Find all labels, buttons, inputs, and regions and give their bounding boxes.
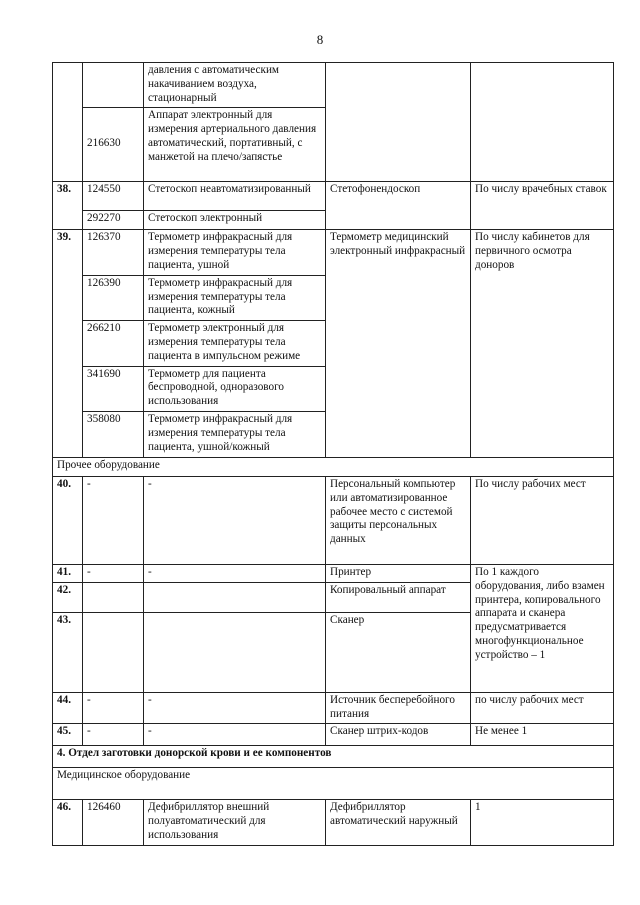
code-cell <box>83 582 144 612</box>
name-cell: Термометр инфракрасный для измерения температуры тела пациента, ушной/кожный <box>144 411 326 457</box>
quantity-cell: Не менее 1 <box>471 724 614 746</box>
table-row <box>53 564 614 582</box>
name-cell: Термометр инфракрасный для измерения температуры тела пациента, ушной <box>144 230 326 275</box>
code-cell: 124550 <box>83 182 144 211</box>
quantity-cell: По числу кабинетов для первичного осмотра доноров <box>471 230 614 458</box>
page-number: 8 <box>316 32 324 47</box>
name-cell: - <box>144 724 326 746</box>
name-cell <box>144 612 326 692</box>
row-number-cell: 42. <box>53 582 83 612</box>
type-cell <box>326 63 471 182</box>
quantity-cell: По числу рабочих мест <box>471 476 614 564</box>
name-cell: Термометр для пациента беспроводной, одноразового использования <box>144 366 326 411</box>
row-number-cell: 39. <box>53 230 83 458</box>
code-cell: 216630 <box>83 108 144 182</box>
quantity-cell: По 1 каждого оборудования, либо взамен принтера, копировального аппарата и сканера предусматривается многофункциональное устройство – 1 <box>471 564 614 692</box>
row-number-cell: 43. <box>53 612 83 692</box>
code-cell: 126390 <box>83 275 144 320</box>
name-cell <box>144 582 326 612</box>
code-cell: - <box>83 692 144 724</box>
type-cell: Сканер <box>326 612 471 692</box>
equipment-table <box>52 62 614 846</box>
type-cell: Персональный компьютер или автоматизированное рабочее место с системой защиты персональных данных <box>326 476 471 564</box>
type-cell: Дефибриллятор автоматический наружный <box>326 800 471 846</box>
code-cell <box>83 63 144 108</box>
table-row <box>53 457 614 476</box>
code-cell: - <box>83 564 144 582</box>
name-cell: Аппарат электронный для измерения артериального давления автоматический, портативный, с манжетой на плечо/запястье <box>144 108 326 182</box>
table-row <box>53 800 614 846</box>
code-cell: 126370 <box>83 230 144 275</box>
type-cell: Сканер штрих-кодов <box>326 724 471 746</box>
name-cell: - <box>144 476 326 564</box>
name-cell: - <box>144 692 326 724</box>
row-number-cell: 45. <box>53 724 83 746</box>
name-cell: Дефибриллятор внешний полуавтоматический для использования <box>144 800 326 846</box>
name-cell: Стетоскоп электронный <box>144 211 326 230</box>
row-number-cell: 38. <box>53 182 83 230</box>
name-cell: Термометр электронный для измерения температуры тела пациента в импульсном режиме <box>144 321 326 366</box>
type-cell: Источник бесперебойного питания <box>326 692 471 724</box>
table-row <box>53 230 614 275</box>
code-cell: 341690 <box>83 366 144 411</box>
table-row <box>53 476 614 564</box>
name-cell: Термометр инфракрасный для измерения температуры тела пациента, кожный <box>144 275 326 320</box>
type-cell: Стетофонендоскоп <box>326 182 471 230</box>
row-number-cell: 41. <box>53 564 83 582</box>
code-cell <box>83 612 144 692</box>
type-cell: Копировальный аппарат <box>326 582 471 612</box>
row-number-cell: 40. <box>53 476 83 564</box>
type-cell: Термометр медицинский электронный инфракрасный <box>326 230 471 458</box>
quantity-cell <box>471 63 614 182</box>
row-number-cell: 46. <box>53 800 83 846</box>
quantity-cell: по числу рабочих мест <box>471 692 614 724</box>
table-row <box>53 724 614 746</box>
quantity-cell: По числу врачебных ставок <box>471 182 614 230</box>
row-number-cell <box>53 63 83 182</box>
table-row <box>53 692 614 724</box>
section-heading: 4. Отдел заготовки донорской крови и ее компонентов <box>53 746 614 768</box>
name-cell: - <box>144 564 326 582</box>
code-cell: 292270 <box>83 211 144 230</box>
table-row <box>53 63 614 108</box>
code-cell: 358080 <box>83 411 144 457</box>
code-cell: - <box>83 476 144 564</box>
type-cell: Принтер <box>326 564 471 582</box>
table-row <box>53 746 614 768</box>
quantity-cell: 1 <box>471 800 614 846</box>
table-row <box>53 768 614 800</box>
code-cell: - <box>83 724 144 746</box>
name-cell: Стетоскоп неавтоматизированный <box>144 182 326 211</box>
table-row <box>53 182 614 211</box>
code-cell: 266210 <box>83 321 144 366</box>
subheading-medical-equipment: Медицинское оборудование <box>53 768 614 800</box>
row-number-cell: 44. <box>53 692 83 724</box>
subheading-other-equipment: Прочее оборудование <box>53 457 614 476</box>
name-cell: давления с автоматическим накачиванием воздуха, стационарный <box>144 63 326 108</box>
code-cell: 126460 <box>83 800 144 846</box>
